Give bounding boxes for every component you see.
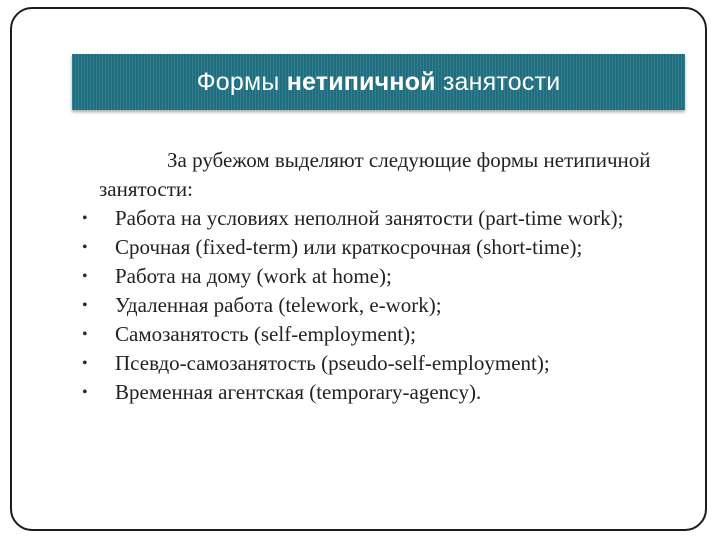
intro-text: За рубежом выделяют следующие формы нетипичной занятости: <box>99 148 651 201</box>
list-item-text: Работа на дому (work at home); <box>115 264 392 288</box>
bullet-icon: • <box>82 384 88 401</box>
title-bar <box>72 54 685 110</box>
title-part-1: Формы <box>196 67 287 96</box>
slide-body <box>82 146 672 407</box>
list-item-text: Работа на условиях неполной занятости (part-time work); <box>115 206 624 230</box>
list-item-text: Самозанятость (self-employment); <box>115 322 416 346</box>
list-item-text: Срочная (fixed-term) или краткосрочная (short-time); <box>115 235 583 259</box>
bullet-icon: • <box>82 239 88 256</box>
bullet-icon: • <box>82 326 88 343</box>
title-emphasis: нетипичной <box>286 67 436 96</box>
list-item <box>82 378 672 407</box>
list-item <box>82 349 672 378</box>
bullet-list <box>82 204 672 407</box>
list-item <box>82 262 672 291</box>
list-item <box>82 204 672 233</box>
list-item <box>82 320 672 349</box>
title-part-2: занятости <box>435 67 561 96</box>
slide-title <box>197 68 561 97</box>
list-item <box>82 291 672 320</box>
list-item-text: Временная агентская (temporary-agency). <box>115 380 482 404</box>
list-item-text: Удаленная работа (telework, e-work); <box>115 293 442 317</box>
bullet-icon: • <box>82 210 88 227</box>
list-item <box>82 233 672 262</box>
bullet-icon: • <box>82 297 88 314</box>
bullet-icon: • <box>82 268 88 285</box>
bullet-icon: • <box>82 355 88 372</box>
list-item-text: Псевдо-самозанятость (pseudo-self-employment); <box>115 351 550 375</box>
